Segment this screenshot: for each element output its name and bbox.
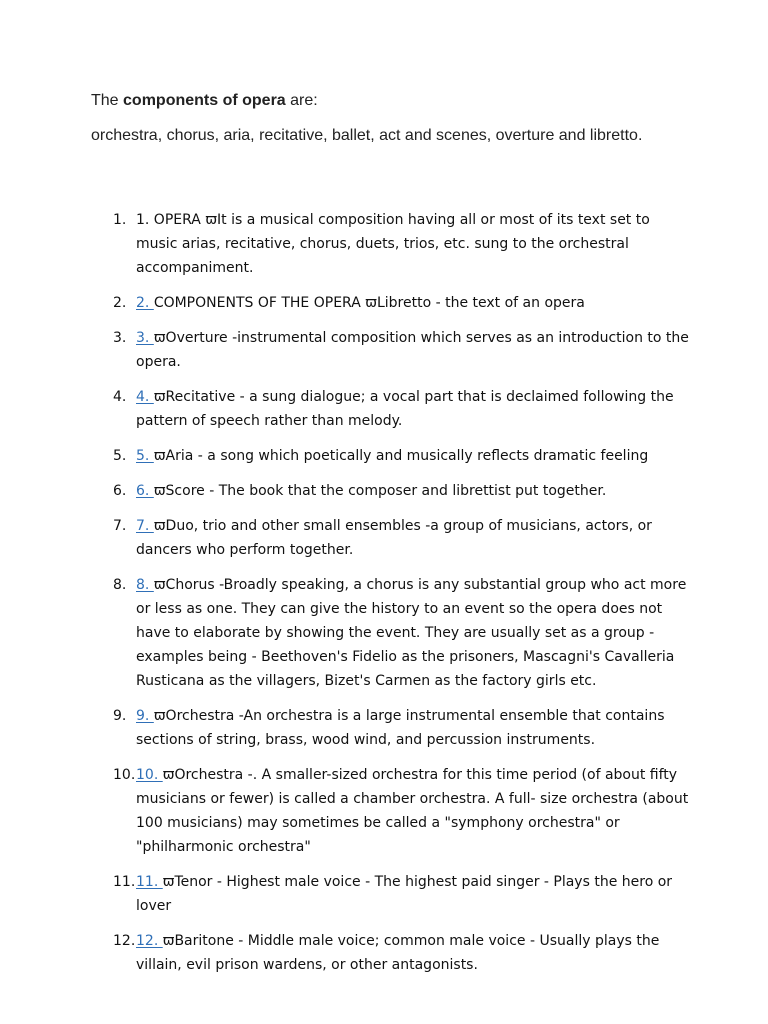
list-item-link[interactable]: 5. xyxy=(136,448,154,464)
list-item-link[interactable]: 2. xyxy=(136,295,154,311)
list-item-link[interactable]: 9. xyxy=(136,708,154,724)
list-item xyxy=(91,385,691,433)
list-item-text xyxy=(136,704,691,752)
bullet-symbol: ϖ xyxy=(162,933,175,949)
bullet-symbol: ϖ xyxy=(153,577,166,593)
list-item-text xyxy=(136,444,691,468)
list-item-description: Orchestra -An orchestra is a large instrumental ensemble that contains sections of string, brass, wood wind, and percussion instruments. xyxy=(136,708,665,748)
list-item-number: 4. xyxy=(113,389,127,405)
list-item-text xyxy=(136,763,691,859)
list-item xyxy=(91,704,691,752)
list-item-prefix: COMPONENTS OF THE OPERA xyxy=(153,295,366,311)
list-item-description: Overture -instrumental composition which serves as an introduction to the opera. xyxy=(136,330,689,370)
list-item-text xyxy=(136,385,691,433)
bullet-symbol: ϖ xyxy=(153,330,166,346)
list-item-description: Score - The book that the composer and librettist put together. xyxy=(165,483,607,499)
intro-title-suffix: are: xyxy=(285,92,318,109)
list-item-link[interactable]: 6. xyxy=(136,483,154,499)
list-item-link[interactable]: 7. xyxy=(136,518,154,534)
intro-title xyxy=(91,92,318,110)
list-item xyxy=(91,870,691,918)
list-item-description: Recitative - a sung dialogue; a vocal part that is declaimed following the pattern of speech rather than melody. xyxy=(136,389,674,429)
list-item xyxy=(91,444,691,468)
list-item-description: Baritone - Middle male voice; common male voice - Usually plays the villain, evil prison wardens, or other antagonists. xyxy=(136,933,660,973)
list-item xyxy=(91,514,691,562)
list-item-link[interactable]: 4. xyxy=(136,389,154,405)
list-item-description: Aria - a song which poetically and musically reflects dramatic feeling xyxy=(165,448,649,464)
list-item-link[interactable]: 11. xyxy=(136,874,163,890)
list-item xyxy=(91,763,691,859)
list-item-number: 5. xyxy=(113,448,127,464)
bullet-symbol: ϖ xyxy=(153,448,166,464)
list-item-description: Orchestra -. A smaller-sized orchestra for this time period (of about fifty musicians or fewer) is called a chamber orchestra. A full- size orchestra (about 100 musicians) may sometimes be called a "symphony orchestra" or "philharmonic orchestra" xyxy=(136,767,689,855)
list-item-text xyxy=(136,929,691,977)
list-item-number: 6. xyxy=(113,483,127,499)
bullet-symbol: ϖ xyxy=(153,708,166,724)
bullet-symbol: ϖ xyxy=(153,389,166,405)
list-item-text xyxy=(136,573,691,693)
list-item-number: 9. xyxy=(113,708,127,724)
list-item xyxy=(91,291,691,315)
opera-components-list xyxy=(91,208,691,988)
list-item-link[interactable]: 10. xyxy=(136,767,163,783)
list-item-text xyxy=(136,291,691,315)
list-item-text xyxy=(136,870,691,918)
list-item-description: Chorus -Broadly speaking, a chorus is any substantial group who act more or less as one. They can give the history to an event so the opera does not have to elaborate by showing the event. They are usually set as a group - examples being - Beethoven's Fidelio as the prisoners, Mascagni's Cavalleria Rusticana as the villagers, Bizet's Carmen as the factory girls etc. xyxy=(136,577,687,689)
list-item-number: 7. xyxy=(113,518,127,534)
list-item-text xyxy=(136,326,691,374)
bullet-symbol: ϖ xyxy=(162,874,175,890)
list-item xyxy=(91,573,691,693)
list-item-number: 12. xyxy=(113,933,136,949)
list-item-text xyxy=(136,514,691,562)
list-item-text xyxy=(136,208,691,280)
list-item xyxy=(91,929,691,977)
bullet-symbol: ϖ xyxy=(153,518,166,534)
list-item-number: 11. xyxy=(113,874,136,890)
list-item-description: Tenor - Highest male voice - The highest paid singer - Plays the hero or lover xyxy=(136,874,673,914)
intro-title-bold: components of opera xyxy=(123,92,286,109)
list-item-text xyxy=(136,479,691,503)
bullet-symbol: ϖ xyxy=(365,295,377,311)
list-item-prefix: 1. OPERA xyxy=(136,212,206,228)
list-item-description: Duo, trio and other small ensembles -a group of musicians, actors, or dancers who perform together. xyxy=(136,518,652,558)
list-item-description: It is a musical composition having all or most of its text set to music arias, recitative, chorus, duets, trios, etc. sung to the orchestral accompaniment. xyxy=(136,212,650,276)
list-item-number: 2. xyxy=(113,295,127,311)
list-item-number: 10. xyxy=(113,767,136,783)
list-item xyxy=(91,326,691,374)
list-item-description: Libretto - the text of an opera xyxy=(376,295,585,311)
bullet-symbol: ϖ xyxy=(162,767,175,783)
list-item-number: 3. xyxy=(113,330,127,346)
list-item-number: 8. xyxy=(113,577,127,593)
list-item-number: 1. xyxy=(113,212,127,228)
list-item-link[interactable]: 12. xyxy=(136,933,163,949)
list-item xyxy=(91,208,691,280)
intro-body: orchestra, chorus, aria, recitative, ballet, act and scenes, overture and libretto. xyxy=(91,127,643,144)
bullet-symbol: ϖ xyxy=(153,483,166,499)
bullet-symbol: ϖ xyxy=(205,212,218,228)
list-item-link[interactable]: 8. xyxy=(136,577,154,593)
list-item xyxy=(91,479,691,503)
intro-title-prefix: The xyxy=(91,92,124,109)
list-item-link[interactable]: 3. xyxy=(136,330,154,346)
